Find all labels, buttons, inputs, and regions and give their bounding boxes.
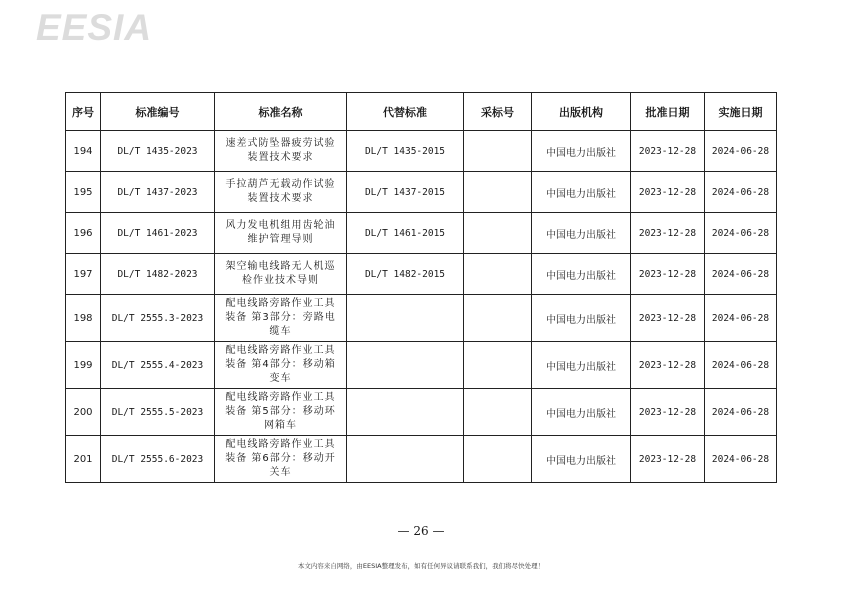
cell-adopted: [464, 295, 532, 342]
cell-name: 配电线路旁路作业工具装备 第6部分：移动开关车: [215, 436, 347, 483]
header-approved: 批准日期: [631, 93, 705, 131]
header-name: 标准名称: [215, 93, 347, 131]
cell-code: DL/T 2555.6-2023: [101, 436, 215, 483]
cell-no: 200: [66, 389, 101, 436]
cell-adopted: [464, 131, 532, 172]
cell-replaces: DL/T 1482-2015: [347, 254, 464, 295]
cell-effective: 2024-06-28: [705, 389, 777, 436]
table-row: [66, 254, 777, 295]
cell-effective: 2024-06-28: [705, 254, 777, 295]
header-replaces: 代替标准: [347, 93, 464, 131]
table-row: [66, 131, 777, 172]
cell-publisher: 中国电力出版社: [532, 172, 631, 213]
table-row: [66, 295, 777, 342]
table-header-row: [66, 93, 777, 131]
cell-publisher: 中国电力出版社: [532, 254, 631, 295]
cell-publisher: 中国电力出版社: [532, 213, 631, 254]
cell-publisher: 中国电力出版社: [532, 389, 631, 436]
header-publisher: 出版机构: [532, 93, 631, 131]
cell-replaces: [347, 389, 464, 436]
cell-name: 风力发电机组用齿轮油维护管理导则: [215, 213, 347, 254]
cell-effective: 2024-06-28: [705, 436, 777, 483]
cell-replaces: DL/T 1435-2015: [347, 131, 464, 172]
cell-adopted: [464, 389, 532, 436]
table-row: [66, 436, 777, 483]
page-number: — 26 —: [397, 524, 445, 538]
cell-publisher: 中国电力出版社: [532, 131, 631, 172]
cell-adopted: [464, 342, 532, 389]
cell-code: DL/T 1437-2023: [101, 172, 215, 213]
cell-code: DL/T 1461-2023: [101, 213, 215, 254]
header-adopted: 采标号: [464, 93, 532, 131]
cell-name: 手拉葫芦无载动作试验装置技术要求: [215, 172, 347, 213]
table-row: [66, 172, 777, 213]
cell-publisher: 中国电力出版社: [532, 295, 631, 342]
table-row: [66, 389, 777, 436]
cell-approved: 2023-12-28: [631, 131, 705, 172]
cell-no: 196: [66, 213, 101, 254]
cell-replaces: DL/T 1437-2015: [347, 172, 464, 213]
cell-name: 配电线路旁路作业工具装备 第4部分：移动箱变车: [215, 342, 347, 389]
cell-approved: 2023-12-28: [631, 254, 705, 295]
cell-approved: 2023-12-28: [631, 295, 705, 342]
cell-adopted: [464, 213, 532, 254]
cell-publisher: 中国电力出版社: [532, 436, 631, 483]
cell-effective: 2024-06-28: [705, 131, 777, 172]
eesia-logo: EESIA: [36, 7, 153, 48]
cell-name: 速差式防坠器疲劳试验装置技术要求: [215, 131, 347, 172]
cell-name: 配电线路旁路作业工具装备 第5部分：移动环网箱车: [215, 389, 347, 436]
cell-code: DL/T 2555.5-2023: [101, 389, 215, 436]
cell-code: DL/T 2555.3-2023: [101, 295, 215, 342]
cell-no: 199: [66, 342, 101, 389]
cell-name: 架空输电线路无人机巡检作业技术导则: [215, 254, 347, 295]
header-effective: 实施日期: [705, 93, 777, 131]
cell-effective: 2024-06-28: [705, 342, 777, 389]
cell-approved: 2023-12-28: [631, 213, 705, 254]
cell-approved: 2023-12-28: [631, 436, 705, 483]
header-no: 序号: [66, 93, 101, 131]
cell-replaces: [347, 342, 464, 389]
cell-adopted: [464, 172, 532, 213]
cell-no: 197: [66, 254, 101, 295]
cell-replaces: [347, 436, 464, 483]
cell-replaces: DL/T 1461-2015: [347, 213, 464, 254]
cell-replaces: [347, 295, 464, 342]
cell-effective: 2024-06-28: [705, 172, 777, 213]
cell-no: 195: [66, 172, 101, 213]
cell-no: 201: [66, 436, 101, 483]
cell-approved: 2023-12-28: [631, 342, 705, 389]
cell-no: 194: [66, 131, 101, 172]
header-code: 标准编号: [101, 93, 215, 131]
table-row: [66, 213, 777, 254]
cell-effective: 2024-06-28: [705, 213, 777, 254]
cell-approved: 2023-12-28: [631, 389, 705, 436]
standards-table: [65, 92, 777, 483]
cell-adopted: [464, 436, 532, 483]
footer-disclaimer: 本文内容来自网络，由EESIA整理发布，如有任何异议请联系我们，我们将尽快处理！: [297, 562, 545, 570]
cell-publisher: 中国电力出版社: [532, 342, 631, 389]
cell-code: DL/T 1435-2023: [101, 131, 215, 172]
table-row: [66, 342, 777, 389]
cell-code: DL/T 2555.4-2023: [101, 342, 215, 389]
cell-name: 配电线路旁路作业工具装备 第3部分：旁路电缆车: [215, 295, 347, 342]
cell-approved: 2023-12-28: [631, 172, 705, 213]
cell-adopted: [464, 254, 532, 295]
cell-no: 198: [66, 295, 101, 342]
cell-effective: 2024-06-28: [705, 295, 777, 342]
cell-code: DL/T 1482-2023: [101, 254, 215, 295]
